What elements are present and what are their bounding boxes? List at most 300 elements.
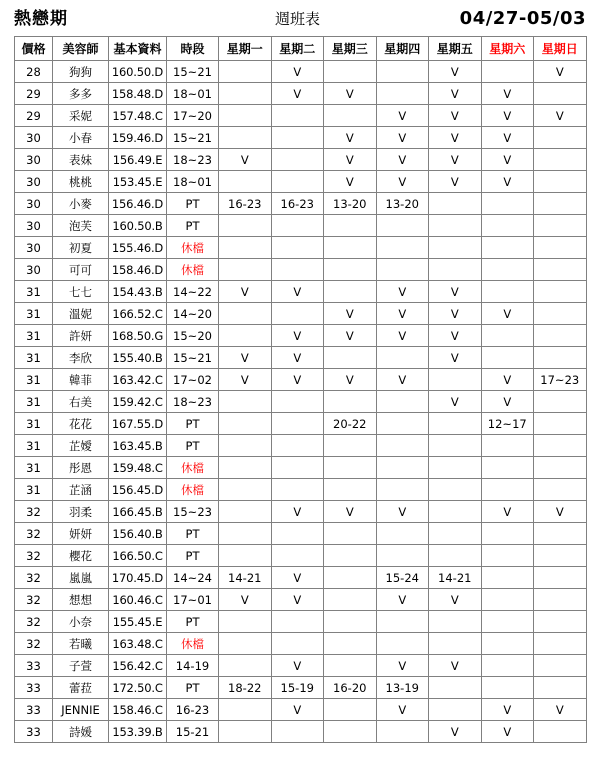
- cell-name: 櫻花: [53, 545, 109, 567]
- cell-sun: [534, 567, 587, 589]
- cell-wed: V: [324, 149, 377, 171]
- table-row: [15, 259, 587, 281]
- cell-info: 163.45.B: [109, 435, 167, 457]
- table-row: [15, 479, 587, 501]
- cell-fri: 14-21: [429, 567, 482, 589]
- cell-sat: [481, 567, 534, 589]
- cell-info: 156.42.C: [109, 655, 167, 677]
- cell-tue: [271, 127, 324, 149]
- cell-sun: [534, 193, 587, 215]
- cell-time: 15~23: [167, 501, 219, 523]
- cell-info: 170.45.D: [109, 567, 167, 589]
- cell-tue: [271, 435, 324, 457]
- cell-info: 160.46.C: [109, 589, 167, 611]
- column-header-fri: 星期五: [429, 37, 482, 61]
- cell-tue: [271, 303, 324, 325]
- cell-sat: [481, 611, 534, 633]
- table-row: [15, 589, 587, 611]
- cell-fri: [429, 677, 482, 699]
- table-row: [15, 61, 587, 83]
- cell-wed: [324, 699, 377, 721]
- cell-fri: V: [429, 325, 482, 347]
- cell-mon: [219, 215, 272, 237]
- cell-info: 155.46.D: [109, 237, 167, 259]
- cell-sun: [534, 523, 587, 545]
- cell-sat: V: [481, 391, 534, 413]
- cell-mon: V: [219, 149, 272, 171]
- cell-time: 休檔: [167, 479, 219, 501]
- cell-thu: [376, 523, 429, 545]
- cell-sun: [534, 589, 587, 611]
- cell-price: 30: [15, 149, 53, 171]
- cell-sun: [534, 633, 587, 655]
- cell-name: 可可: [53, 259, 109, 281]
- cell-tue: [271, 171, 324, 193]
- cell-price: 33: [15, 677, 53, 699]
- cell-mon: V: [219, 347, 272, 369]
- cell-mon: [219, 479, 272, 501]
- cell-thu: V: [376, 105, 429, 127]
- cell-tue: [271, 611, 324, 633]
- table-header-row: [15, 37, 587, 61]
- cell-sun: [534, 721, 587, 743]
- cell-price: 32: [15, 633, 53, 655]
- cell-info: 159.48.C: [109, 457, 167, 479]
- cell-wed: [324, 457, 377, 479]
- column-header-price: 價格: [15, 37, 53, 61]
- cell-thu: V: [376, 325, 429, 347]
- cell-info: 159.42.C: [109, 391, 167, 413]
- cell-price: 31: [15, 479, 53, 501]
- cell-name: 泡芙: [53, 215, 109, 237]
- cell-wed: [324, 567, 377, 589]
- cell-tue: V: [271, 83, 324, 105]
- cell-sat: V: [481, 699, 534, 721]
- cell-wed: V: [324, 127, 377, 149]
- cell-thu: V: [376, 501, 429, 523]
- cell-tue: V: [271, 369, 324, 391]
- cell-tue: [271, 545, 324, 567]
- cell-sun: [534, 303, 587, 325]
- cell-price: 31: [15, 369, 53, 391]
- cell-thu: [376, 215, 429, 237]
- cell-name: 采妮: [53, 105, 109, 127]
- cell-thu: [376, 611, 429, 633]
- cell-fri: V: [429, 149, 482, 171]
- cell-wed: [324, 281, 377, 303]
- cell-mon: [219, 501, 272, 523]
- cell-tue: V: [271, 501, 324, 523]
- cell-price: 31: [15, 435, 53, 457]
- cell-info: 156.49.E: [109, 149, 167, 171]
- cell-mon: [219, 83, 272, 105]
- cell-price: 30: [15, 215, 53, 237]
- cell-price: 32: [15, 611, 53, 633]
- cell-mon: [219, 523, 272, 545]
- cell-sun: V: [534, 699, 587, 721]
- table-row: [15, 633, 587, 655]
- cell-sat: [481, 347, 534, 369]
- cell-price: 31: [15, 413, 53, 435]
- cell-info: 157.48.C: [109, 105, 167, 127]
- cell-sun: [534, 237, 587, 259]
- cell-thu: [376, 721, 429, 743]
- cell-thu: [376, 237, 429, 259]
- cell-mon: 16-23: [219, 193, 272, 215]
- cell-info: 160.50.D: [109, 61, 167, 83]
- cell-price: 31: [15, 391, 53, 413]
- cell-tue: 16-23: [271, 193, 324, 215]
- cell-fri: V: [429, 303, 482, 325]
- cell-price: 29: [15, 83, 53, 105]
- cell-mon: [219, 655, 272, 677]
- column-header-sat: 星期六: [481, 37, 534, 61]
- cell-name: 芷涵: [53, 479, 109, 501]
- cell-sat: [481, 325, 534, 347]
- cell-mon: 18-22: [219, 677, 272, 699]
- cell-price: 31: [15, 281, 53, 303]
- cell-sun: [534, 413, 587, 435]
- cell-info: 163.42.C: [109, 369, 167, 391]
- cell-fri: [429, 699, 482, 721]
- cell-info: 154.43.B: [109, 281, 167, 303]
- cell-tue: [271, 149, 324, 171]
- cell-sat: [481, 193, 534, 215]
- cell-sat: [481, 457, 534, 479]
- table-row: [15, 325, 587, 347]
- cell-mon: [219, 457, 272, 479]
- cell-sun: [534, 83, 587, 105]
- cell-time: 14-19: [167, 655, 219, 677]
- cell-thu: [376, 633, 429, 655]
- page-header: [0, 0, 600, 36]
- table-row: [15, 699, 587, 721]
- cell-sun: [534, 457, 587, 479]
- cell-name: 彤恩: [53, 457, 109, 479]
- cell-fri: [429, 413, 482, 435]
- table-row: [15, 215, 587, 237]
- cell-name: 小奈: [53, 611, 109, 633]
- cell-wed: [324, 259, 377, 281]
- cell-mon: V: [219, 281, 272, 303]
- cell-price: 30: [15, 237, 53, 259]
- cell-wed: V: [324, 171, 377, 193]
- cell-price: 28: [15, 61, 53, 83]
- cell-time: PT: [167, 611, 219, 633]
- cell-sat: [481, 545, 534, 567]
- cell-sat: V: [481, 83, 534, 105]
- cell-fri: [429, 369, 482, 391]
- cell-thu: [376, 61, 429, 83]
- cell-sun: [534, 325, 587, 347]
- cell-price: 31: [15, 347, 53, 369]
- cell-sun: [534, 391, 587, 413]
- cell-sat: [481, 215, 534, 237]
- cell-info: 166.45.B: [109, 501, 167, 523]
- cell-info: 156.40.B: [109, 523, 167, 545]
- cell-price: 30: [15, 127, 53, 149]
- cell-wed: [324, 545, 377, 567]
- cell-thu: [376, 435, 429, 457]
- cell-time: 休檔: [167, 457, 219, 479]
- cell-thu: V: [376, 281, 429, 303]
- column-header-tue: 星期二: [271, 37, 324, 61]
- cell-thu: V: [376, 369, 429, 391]
- cell-sun: [534, 259, 587, 281]
- cell-price: 30: [15, 259, 53, 281]
- cell-thu: 15-24: [376, 567, 429, 589]
- cell-fri: [429, 259, 482, 281]
- cell-price: 30: [15, 171, 53, 193]
- cell-name: 羽柔: [53, 501, 109, 523]
- cell-price: 33: [15, 655, 53, 677]
- cell-info: 168.50.G: [109, 325, 167, 347]
- cell-name: 右美: [53, 391, 109, 413]
- cell-mon: V: [219, 369, 272, 391]
- cell-sun: V: [534, 61, 587, 83]
- table-row: [15, 413, 587, 435]
- table-row: [15, 83, 587, 105]
- cell-info: 158.46.C: [109, 699, 167, 721]
- cell-time: 休檔: [167, 633, 219, 655]
- cell-info: 163.48.C: [109, 633, 167, 655]
- table-row: [15, 171, 587, 193]
- cell-info: 155.45.E: [109, 611, 167, 633]
- table-body: [15, 61, 587, 743]
- cell-tue: [271, 457, 324, 479]
- cell-info: 153.45.E: [109, 171, 167, 193]
- cell-time: 15~20: [167, 325, 219, 347]
- cell-sat: [481, 281, 534, 303]
- cell-fri: V: [429, 281, 482, 303]
- cell-sat: [481, 61, 534, 83]
- cell-thu: [376, 259, 429, 281]
- table-row: [15, 347, 587, 369]
- cell-time: 18~23: [167, 391, 219, 413]
- cell-price: 31: [15, 325, 53, 347]
- table-row: [15, 193, 587, 215]
- cell-fri: [429, 193, 482, 215]
- cell-time: 14~24: [167, 567, 219, 589]
- table-row: [15, 149, 587, 171]
- cell-price: 32: [15, 523, 53, 545]
- cell-time: 15~21: [167, 127, 219, 149]
- cell-name: 妍妍: [53, 523, 109, 545]
- table-row: [15, 127, 587, 149]
- cell-time: 15~21: [167, 61, 219, 83]
- cell-sun: 17~23: [534, 369, 587, 391]
- cell-wed: [324, 633, 377, 655]
- cell-time: 18~01: [167, 171, 219, 193]
- cell-mon: [219, 545, 272, 567]
- cell-time: 16-23: [167, 699, 219, 721]
- cell-name: 狗狗: [53, 61, 109, 83]
- cell-name: 想想: [53, 589, 109, 611]
- cell-price: 29: [15, 105, 53, 127]
- cell-time: PT: [167, 677, 219, 699]
- cell-sun: [534, 347, 587, 369]
- date-range: 04/27-05/03: [459, 8, 586, 29]
- cell-time: 18~23: [167, 149, 219, 171]
- column-header-time: 時段: [167, 37, 219, 61]
- cell-wed: [324, 347, 377, 369]
- cell-info: 159.46.D: [109, 127, 167, 149]
- cell-time: PT: [167, 523, 219, 545]
- cell-time: 14~20: [167, 303, 219, 325]
- cell-wed: [324, 215, 377, 237]
- cell-mon: [219, 127, 272, 149]
- table-row: [15, 457, 587, 479]
- cell-price: 32: [15, 567, 53, 589]
- cell-fri: [429, 479, 482, 501]
- cell-fri: V: [429, 391, 482, 413]
- cell-time: 17~02: [167, 369, 219, 391]
- cell-name: 李欣: [53, 347, 109, 369]
- cell-name: 蕾菈: [53, 677, 109, 699]
- cell-tue: [271, 721, 324, 743]
- table-row: [15, 655, 587, 677]
- cell-name: 溫妮: [53, 303, 109, 325]
- cell-thu: V: [376, 149, 429, 171]
- cell-mon: [219, 259, 272, 281]
- cell-wed: [324, 655, 377, 677]
- cell-thu: [376, 457, 429, 479]
- cell-mon: [219, 633, 272, 655]
- cell-name: 花花: [53, 413, 109, 435]
- column-header-sun: 星期日: [534, 37, 587, 61]
- cell-name: 初夏: [53, 237, 109, 259]
- cell-mon: [219, 391, 272, 413]
- cell-time: PT: [167, 413, 219, 435]
- cell-fri: V: [429, 347, 482, 369]
- cell-price: 32: [15, 501, 53, 523]
- cell-sun: [534, 127, 587, 149]
- cell-time: 18~01: [167, 83, 219, 105]
- cell-time: 14~22: [167, 281, 219, 303]
- cell-sun: V: [534, 501, 587, 523]
- cell-thu: [376, 413, 429, 435]
- table-row: [15, 369, 587, 391]
- cell-price: 31: [15, 457, 53, 479]
- cell-wed: [324, 523, 377, 545]
- cell-sun: [534, 435, 587, 457]
- cell-price: 30: [15, 193, 53, 215]
- schedule-table: [14, 36, 587, 743]
- cell-fri: V: [429, 171, 482, 193]
- cell-thu: V: [376, 171, 429, 193]
- cell-name: 嵐嵐: [53, 567, 109, 589]
- cell-tue: [271, 479, 324, 501]
- cell-mon: [219, 721, 272, 743]
- cell-wed: [324, 479, 377, 501]
- cell-tue: [271, 259, 324, 281]
- cell-sat: V: [481, 369, 534, 391]
- cell-info: 166.50.C: [109, 545, 167, 567]
- page-title: 熱戀期: [14, 9, 68, 29]
- cell-thu: V: [376, 699, 429, 721]
- cell-name: 小麥: [53, 193, 109, 215]
- cell-name: 子萱: [53, 655, 109, 677]
- cell-name: 表妹: [53, 149, 109, 171]
- cell-wed: [324, 611, 377, 633]
- cell-sun: V: [534, 105, 587, 127]
- schedule-title: 週班表: [274, 10, 320, 28]
- cell-mon: [219, 699, 272, 721]
- cell-info: 160.50.B: [109, 215, 167, 237]
- cell-fri: V: [429, 721, 482, 743]
- cell-wed: [324, 589, 377, 611]
- cell-fri: [429, 457, 482, 479]
- cell-price: 32: [15, 545, 53, 567]
- cell-time: 17~01: [167, 589, 219, 611]
- cell-thu: [376, 347, 429, 369]
- cell-time: PT: [167, 193, 219, 215]
- cell-info: 167.55.D: [109, 413, 167, 435]
- cell-fri: [429, 611, 482, 633]
- cell-sun: [534, 171, 587, 193]
- cell-wed: V: [324, 303, 377, 325]
- cell-thu: V: [376, 127, 429, 149]
- cell-sat: [481, 655, 534, 677]
- cell-name: 若曦: [53, 633, 109, 655]
- cell-mon: V: [219, 589, 272, 611]
- cell-mon: [219, 611, 272, 633]
- cell-name: 韓菲: [53, 369, 109, 391]
- cell-time: PT: [167, 545, 219, 567]
- cell-fri: V: [429, 127, 482, 149]
- cell-mon: [219, 435, 272, 457]
- cell-tue: V: [271, 589, 324, 611]
- cell-sun: [534, 677, 587, 699]
- cell-time: 15~21: [167, 347, 219, 369]
- cell-time: 休檔: [167, 259, 219, 281]
- cell-info: 172.50.C: [109, 677, 167, 699]
- cell-sun: [534, 655, 587, 677]
- cell-info: 166.52.C: [109, 303, 167, 325]
- cell-fri: [429, 435, 482, 457]
- cell-sat: V: [481, 721, 534, 743]
- cell-sun: [534, 479, 587, 501]
- cell-info: 153.39.B: [109, 721, 167, 743]
- cell-name: 多多: [53, 83, 109, 105]
- cell-mon: [219, 61, 272, 83]
- cell-wed: [324, 61, 377, 83]
- cell-fri: V: [429, 83, 482, 105]
- table-row: [15, 105, 587, 127]
- cell-thu: 13-19: [376, 677, 429, 699]
- cell-wed: 16-20: [324, 677, 377, 699]
- cell-sun: [534, 215, 587, 237]
- table-row: [15, 523, 587, 545]
- cell-tue: V: [271, 281, 324, 303]
- cell-fri: [429, 237, 482, 259]
- cell-sat: [481, 633, 534, 655]
- cell-mon: [219, 105, 272, 127]
- cell-thu: [376, 83, 429, 105]
- cell-tue: [271, 523, 324, 545]
- cell-fri: [429, 501, 482, 523]
- cell-price: 33: [15, 699, 53, 721]
- cell-wed: V: [324, 369, 377, 391]
- cell-sun: [534, 611, 587, 633]
- cell-fri: [429, 523, 482, 545]
- cell-wed: V: [324, 83, 377, 105]
- cell-fri: V: [429, 589, 482, 611]
- cell-mon: [219, 413, 272, 435]
- cell-time: 17~20: [167, 105, 219, 127]
- table-row: [15, 501, 587, 523]
- cell-sat: V: [481, 127, 534, 149]
